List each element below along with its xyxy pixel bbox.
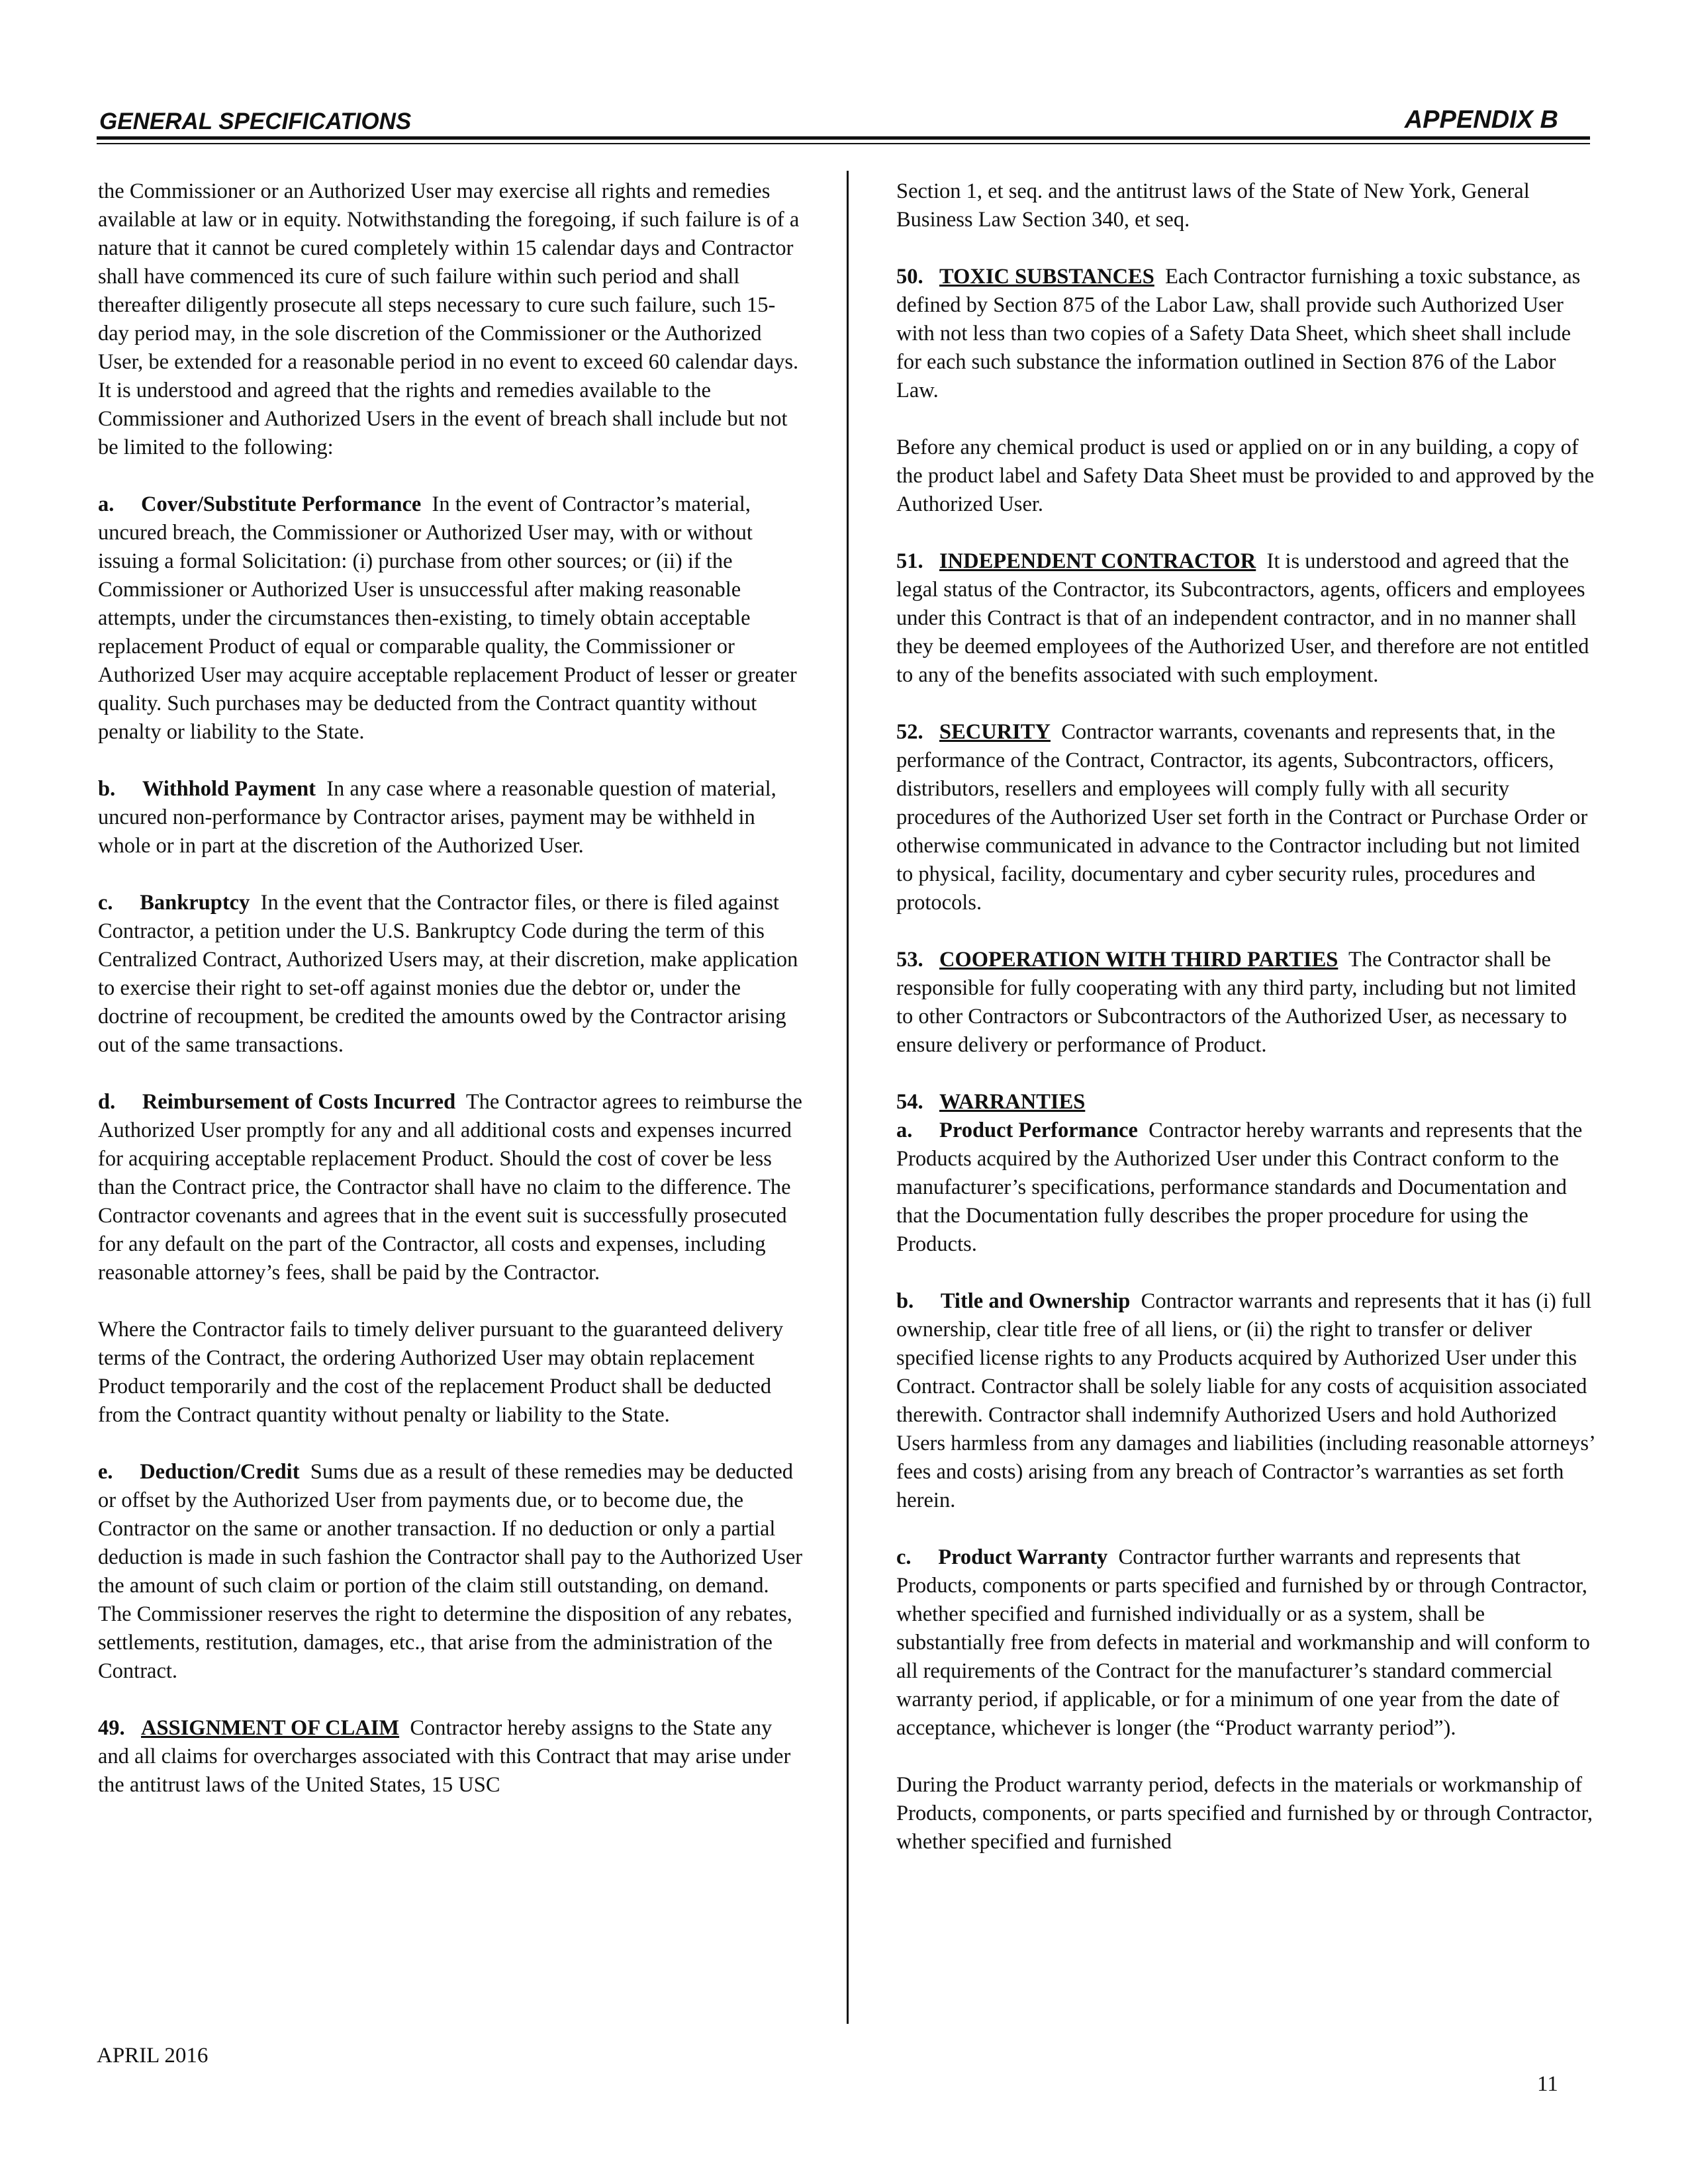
clause-text: Contractor warrants and represents that it has (i) full ownership, clear title free of all liens, or (ii) the right to transfer or deliver specified license rights to any Products acquired by Authorized User under this Contract. Contractor shall be solely liable for any costs of acquisition associated therewith. Contractor shall indemnify Authorized Users and hold Authorized Users harmless from any damages and liabilities (including reasonable attorneys’ fees and costs) arising from any breach of Contractor’s warranties as set forth herein. bbox=[896, 1289, 1595, 1512]
column-divider bbox=[847, 171, 849, 2024]
paragraph-antitrust-cont: Section 1, et seq. and the antitrust laws of the State of New York, General Business Law Section 340, et seq. bbox=[896, 179, 1530, 232]
clause-title: Deduction/Credit bbox=[140, 1460, 300, 1484]
section-text: Contractor warrants, covenants and represents that, in the performance of the Contract, Contractor, its agents, Subcontractors, officers, distributors, resellers and employees will comply fully with all security procedures of the Authorized User set forth in the Contract or Purchase Order or otherwise communicated in advance to the Contractor including but not limited to physical, facility, documentary and cyber security rules, procedures and protocols. bbox=[896, 720, 1588, 915]
section-text: The Contractor shall be responsible for fully cooperating with any third party, including but not limited to other Contractors or Subcontractors of the Authorized User, as necessary to ensure delivery or performance of Product. bbox=[896, 948, 1576, 1057]
section-title: TOXIC SUBSTANCES bbox=[939, 265, 1154, 289]
clause-a-cover bbox=[98, 490, 806, 747]
clause-d-reimbursement bbox=[98, 1088, 806, 1287]
footer-date: APRIL 2016 bbox=[97, 2044, 209, 2068]
header-title: GENERAL SPECIFICATIONS bbox=[99, 109, 412, 134]
clause-text: Sums due as a result of these remedies may be deducted or offset by the Authorized User from payments due, or to become due, the Contractor on the same or another transaction. If no deduction or only a partial deduction is made in such fashion the Contractor shall pay to the Authorized User the amount of such claim or portion of the claim still outstanding, on demand. The Commissioner reserves the right to determine the disposition of any rebates, settlements, restitution, damages, etc., that arise from the administration of the Contract. bbox=[98, 1460, 803, 1683]
warranty-c-product bbox=[896, 1543, 1598, 1743]
clause-letter: b. bbox=[98, 777, 116, 801]
clause-text: In the event that the Contractor files, or there is filed against Contractor, a petition under the U.S. Bankruptcy Code during the term of this Centralized Contract, Authorized Users may, at their discretion, make application to exercise their right to set-off against monies due the debtor or, under the doctrine of recoupment, be credited the amounts owed by the Contractor arising out of the same transactions. bbox=[98, 891, 798, 1057]
clause-b-withhold bbox=[98, 775, 806, 860]
section-title: INDEPENDENT CONTRACTOR bbox=[939, 549, 1256, 573]
section-number: 49. bbox=[98, 1716, 125, 1740]
section-number: 52. bbox=[896, 720, 923, 744]
clause-letter: b. bbox=[896, 1289, 914, 1313]
warranty-b-title bbox=[896, 1287, 1598, 1515]
right-column bbox=[896, 177, 1598, 1856]
left-column bbox=[98, 177, 806, 1799]
paragraph-chemical: Before any chemical product is used or applied on or in any building, a copy of the product label and Safety Data Sheet must be provided to and approved by the Authorized User. bbox=[896, 435, 1595, 516]
clause-letter: c. bbox=[98, 891, 113, 915]
section-54-warranties bbox=[896, 1088, 1598, 1116]
section-number: 50. bbox=[896, 265, 923, 289]
section-title: SECURITY bbox=[939, 720, 1051, 744]
header-rule-thin bbox=[97, 143, 1590, 144]
header-appendix: APPENDIX B bbox=[1404, 106, 1558, 134]
section-title: ASSIGNMENT OF CLAIM bbox=[141, 1716, 400, 1740]
clause-title: Withhold Payment bbox=[142, 777, 316, 801]
paragraph-late-delivery: Where the Contractor fails to timely deliver pursuant to the guaranteed delivery terms of the Contract, the ordering Authorized User may obtain replacement Product temporarily and the cost of the replacement Product shall be deducted from the Contract quantity without penalty or liability to the State. bbox=[98, 1318, 784, 1427]
clause-e-deduction bbox=[98, 1458, 806, 1686]
section-title: WARRANTIES bbox=[939, 1090, 1086, 1114]
clause-title: Reimbursement of Costs Incurred bbox=[142, 1090, 456, 1114]
section-number: 53. bbox=[896, 948, 923, 972]
section-title: COOPERATION WITH THIRD PARTIES bbox=[939, 948, 1338, 972]
clause-letter: a. bbox=[98, 492, 115, 516]
section-50-toxic bbox=[896, 263, 1598, 405]
clause-title: Product Performance bbox=[939, 1118, 1138, 1142]
clause-letter: c. bbox=[896, 1545, 912, 1569]
clause-text: In any case where a reasonable question of material, uncured non-performance by Contractor arises, payment may be withheld in whole or in part at the discretion of the Authorized User. bbox=[98, 777, 776, 858]
section-number: 54. bbox=[896, 1090, 923, 1114]
clause-text: In the event of Contractor’s material, uncured breach, the Commissioner or Authorized User may, with or without issuing a formal Solicitation: (i) purchase from other sources; or (ii) if the Commissioner or Authorized User is unsuccessful after making reasonable attempts, under the circumstances then-existing, to timely obtain acceptable replacement Product of equal or comparable quality, the Commissioner or Authorized User may acquire acceptable replacement Product of lesser or greater quality. Such purchases may be deducted from the Contract quantity without penalty or liability to the State. bbox=[98, 492, 797, 744]
section-49-assignment bbox=[98, 1714, 806, 1799]
clause-title: Title and Ownership bbox=[940, 1289, 1131, 1313]
page-number: 11 bbox=[1537, 2072, 1558, 2096]
clause-c-bankruptcy bbox=[98, 889, 806, 1060]
clause-title: Cover/Substitute Performance bbox=[141, 492, 422, 516]
paragraph-warranty-period: During the Product warranty period, defects in the materials or workmanship of Products, components, or parts specified and furnished by or through Contractor, whether specified and furnished bbox=[896, 1773, 1593, 1854]
section-text: It is understood and agreed that the legal status of the Contractor, its Subcontractors, agents, officers and employees under this Contract is that of an independent contractor, and in no manner shall they be deemed employees of the Authorized User, and therefore are not entitled to any of the benefits associated with such employment. bbox=[896, 549, 1589, 687]
clause-title: Product Warranty bbox=[938, 1545, 1108, 1569]
section-52-security bbox=[896, 718, 1598, 917]
clause-text: Contractor further warrants and represents that Products, components or parts specified and furnished by or through Contractor, whether specified and furnished individually or as a system, shall be substantially free from defects in material and workmanship and will conform to all requirements of the Contract for the manufacturer’s standard commercial warranty period, if applicable, or for a minimum of one year from the date of acceptance, whichever is longer (the “Product warranty period”). bbox=[896, 1545, 1590, 1740]
header-rule-thick bbox=[97, 136, 1590, 140]
section-51-independent bbox=[896, 547, 1598, 690]
clause-text: Contractor hereby warrants and represents that the Products acquired by the Authorized User under this Contract conform to the manufacturer’s specifications, performance standards and Documentation and that the Documentation fully describes the proper procedure for using the Products. bbox=[896, 1118, 1583, 1256]
section-number: 51. bbox=[896, 549, 923, 573]
paragraph-breach-cure: the Commissioner or an Authorized User may exercise all rights and remedies available at law or in equity. Notwithstanding the foregoing, if such failure is of a nature that it cannot be cured completely within 15 calendar days and Contractor shall have commenced its cure of such failure within such period and shall thereafter diligently prosecute all steps necessary to cure such failure, such 15-day period may, in the sole discretion of the Commissioner or the Authorized User, be extended for a reasonable period in no event to exceed 60 calendar days. It is understood and agreed that the rights and remedies available to the Commissioner and Authorized Users in the event of breach shall include but not be limited to the following: bbox=[98, 179, 800, 459]
clause-letter: a. bbox=[896, 1118, 913, 1142]
clause-text: The Contractor agrees to reimburse the Authorized User promptly for any and all additional costs and expenses incurred for acquiring acceptable replacement Product. Should the cost of cover be less than the Contract price, the Contractor shall have no claim to the difference. The Contractor covenants and agrees that in the event suit is successfully prosecuted for any default on the part of the Contractor, all costs and expenses, including reasonable attorney’s fees, shall be paid by the Contractor. bbox=[98, 1090, 802, 1285]
clause-title: Bankruptcy bbox=[140, 891, 250, 915]
clause-letter: e. bbox=[98, 1460, 113, 1484]
section-text: Each Contractor furnishing a toxic substance, as defined by Section 875 of the Labor Law, shall provide such Authorized User with not less than two copies of a Safety Data Sheet, which sheet shall include for each such substance the information outlined in Section 876 of the Labor Law. bbox=[896, 265, 1581, 402]
page-header bbox=[97, 106, 1558, 139]
section-text: Contractor hereby assigns to the State any and all claims for overcharges associated with this Contract that may arise under the antitrust laws of the United States, 15 USC bbox=[98, 1716, 791, 1797]
section-53-cooperation bbox=[896, 946, 1598, 1060]
clause-letter: d. bbox=[98, 1090, 116, 1114]
warranty-a-performance bbox=[896, 1116, 1598, 1259]
